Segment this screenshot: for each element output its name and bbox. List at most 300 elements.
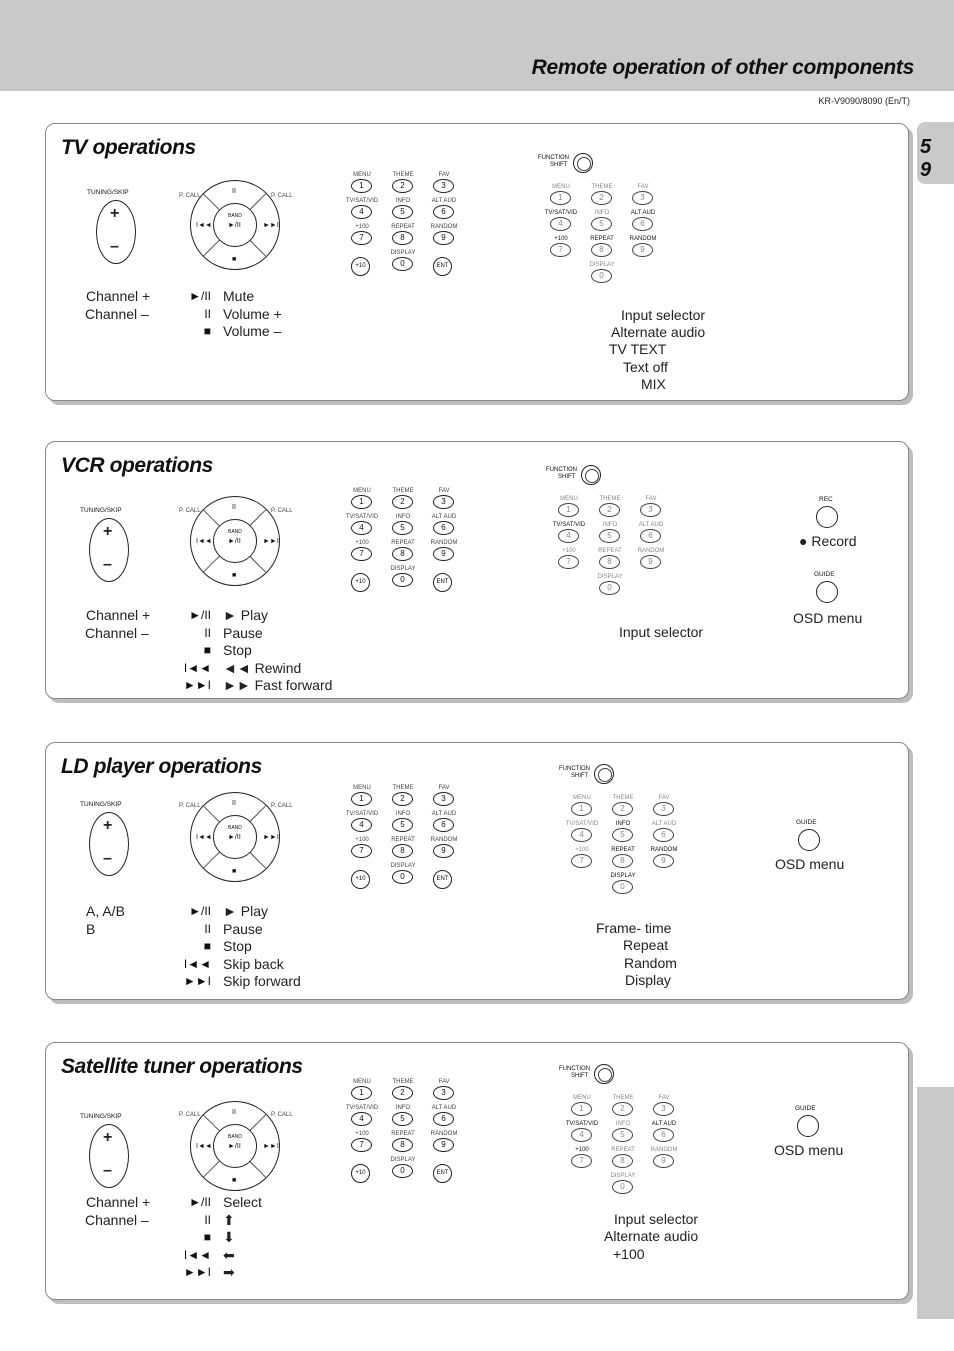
button-function-label: Select — [223, 1194, 262, 1210]
key-k2: 2 — [599, 503, 620, 517]
key-caption-alt_aud: ALT AUD — [431, 811, 457, 817]
key-k4: 4 — [558, 529, 579, 543]
key-caption-menu: MENU — [353, 785, 371, 791]
key-caption-tv_sat_vid: TV/SAT/VID — [345, 514, 379, 520]
key-k0: 0 — [392, 870, 413, 884]
key-k7: 7 — [351, 547, 372, 561]
button-symbol: ■ — [203, 939, 211, 953]
key-caption-info: INFO — [615, 1121, 631, 1127]
tuning-skip-label: TUNING/SKIP — [80, 1113, 122, 1120]
button-symbol: ►/II — [189, 904, 211, 918]
function-shift-button — [573, 153, 593, 173]
key-caption-tv_sat_vid: TV/SAT/VID — [345, 198, 379, 204]
key-caption-plus100: +100 — [554, 236, 568, 242]
stop-icon: ■ — [232, 572, 237, 579]
key-caption-repeat: REPEAT — [391, 540, 415, 546]
key-k6: 6 — [632, 217, 653, 231]
button-symbol: ►/II — [189, 608, 211, 622]
key-caption-fav: FAV — [645, 496, 657, 502]
key-k9: 9 — [653, 1154, 674, 1168]
button-symbol: II — [204, 921, 211, 936]
key-k8: 8 — [392, 231, 413, 245]
button-function-label: Skip back — [223, 955, 284, 972]
forward-icon: ►►I — [263, 834, 279, 841]
button-symbol: ►►I — [183, 678, 211, 692]
key-caption-fav: FAV — [658, 795, 670, 801]
shift-function-label: +100 — [613, 1246, 645, 1262]
plus-icon: + — [103, 1129, 113, 1146]
tuning-skip-label: TUNING/SKIP — [80, 801, 122, 808]
key-caption-theme: THEME — [591, 184, 613, 190]
key-k2: 2 — [612, 1102, 633, 1116]
key-caption-alt_aud: ALT AUD — [431, 1105, 457, 1111]
key-k2: 2 — [392, 1086, 413, 1100]
rec-label: REC — [819, 496, 833, 503]
section-tv-operations — [45, 123, 909, 401]
key-k5: 5 — [392, 205, 413, 219]
rec-button — [816, 506, 838, 528]
p-call-right-label: P. CALL — [271, 508, 293, 514]
shift-function-label: Repeat — [623, 937, 669, 953]
tuning-function-label: Channel – — [85, 305, 149, 322]
section-title: TV operations — [61, 136, 196, 159]
button-function-label: ►► Fast forward — [223, 677, 333, 693]
plus-icon: + — [103, 523, 113, 540]
key-caption-repeat: REPEAT — [590, 236, 614, 242]
key-caption-display: DISPLAY — [390, 566, 416, 572]
p-call-left-label: P. CALL — [179, 1112, 201, 1118]
key-k9: 9 — [433, 844, 454, 858]
forward-icon: ►►I — [263, 538, 279, 545]
key-caption-random: RANDOM — [430, 540, 458, 546]
button-symbol: ►/II — [189, 289, 211, 303]
key-k4: 4 — [351, 818, 372, 832]
transport-control — [190, 496, 280, 586]
key-caption-random: RANDOM — [650, 1147, 678, 1153]
key-k9: 9 — [653, 854, 674, 868]
key-k1: 1 — [571, 802, 592, 816]
button-function-label: ◄◄ Rewind — [223, 659, 302, 676]
key-ent: ENT — [433, 257, 452, 276]
key-k0: 0 — [392, 573, 413, 587]
key-caption-plus100: +100 — [562, 548, 576, 554]
guide-button — [797, 1115, 819, 1137]
key-caption-info: INFO — [395, 514, 411, 520]
shift-function-label: MIX — [641, 376, 666, 392]
transport-control — [190, 180, 280, 270]
key-caption-alt_aud: ALT AUD — [630, 210, 656, 216]
shift-function-label: TV TEXT — [609, 341, 667, 357]
key-caption-display: DISPLAY — [589, 262, 615, 268]
key-caption-theme: THEME — [392, 785, 414, 791]
key-k7: 7 — [571, 854, 592, 868]
key-k3: 3 — [433, 495, 454, 509]
button-function-label: Pause — [223, 624, 263, 641]
pause-icon: II — [232, 800, 236, 807]
function-shift-label-2: SHIFT — [558, 474, 576, 480]
button-function-label: ► Play — [223, 607, 268, 623]
function-shift-label: FUNCTION — [546, 467, 577, 473]
button-symbol: II — [204, 306, 211, 321]
button-symbol: I◄◄ — [183, 956, 211, 971]
key-caption-random: RANDOM — [650, 847, 678, 853]
p-call-left-label: P. CALL — [179, 508, 201, 514]
key-k2: 2 — [591, 191, 612, 205]
key-k1: 1 — [351, 179, 372, 193]
key-k0: 0 — [612, 880, 633, 894]
tuning-function-label: Channel – — [85, 624, 149, 641]
tuning-function-label: Channel – — [85, 1211, 149, 1228]
function-shift-button — [594, 764, 614, 784]
tuning-function-label: Channel + — [86, 288, 151, 304]
key-k1: 1 — [571, 1102, 592, 1116]
tuning-skip-rocker — [96, 200, 136, 264]
key-caption-random: RANDOM — [629, 236, 657, 242]
key-caption-plus100: +100 — [355, 837, 369, 843]
key-k4: 4 — [351, 1112, 372, 1126]
button-symbol: II — [204, 1212, 211, 1227]
key-k8: 8 — [392, 1138, 413, 1152]
function-shift-label: FUNCTION — [538, 155, 569, 161]
play-pause-icon: ►/II — [228, 538, 241, 545]
key-caption-menu: MENU — [573, 795, 591, 801]
key-k8: 8 — [612, 1154, 633, 1168]
key-k2: 2 — [392, 792, 413, 806]
stop-icon: ■ — [232, 256, 237, 263]
button-symbol: ■ — [203, 1230, 211, 1244]
button-symbol: ►►I — [183, 974, 211, 988]
key-k8: 8 — [392, 844, 413, 858]
key-caption-theme: THEME — [392, 1079, 414, 1085]
key-k8: 8 — [591, 243, 612, 257]
key-k2: 2 — [612, 802, 633, 816]
section-ld-player-operations — [45, 742, 909, 1000]
function-shift-label-2: SHIFT — [571, 773, 589, 779]
function-shift-button — [594, 1064, 614, 1084]
section-title: LD player operations — [61, 755, 262, 778]
key-caption-random: RANDOM — [637, 548, 665, 554]
key-k3: 3 — [653, 1102, 674, 1116]
key-caption-repeat: REPEAT — [598, 548, 622, 554]
key-caption-repeat: REPEAT — [611, 1147, 635, 1153]
key-caption-theme: THEME — [599, 496, 621, 502]
key-caption-tv_sat_vid: TV/SAT/VID — [552, 522, 586, 528]
shift-function-label: Display — [625, 972, 671, 988]
key-k5: 5 — [612, 828, 633, 842]
key-k5: 5 — [599, 529, 620, 543]
key-caption-repeat: REPEAT — [391, 224, 415, 230]
button-symbol: II — [204, 625, 211, 640]
key-k6: 6 — [640, 529, 661, 543]
key-k4: 4 — [550, 217, 571, 231]
key-caption-repeat: REPEAT — [391, 1131, 415, 1137]
key-k4: 4 — [571, 1128, 592, 1142]
tuning-function-label: Channel + — [86, 1194, 151, 1210]
button-function-label: Stop — [223, 938, 252, 954]
play-pause-icon: ►/II — [228, 222, 241, 229]
key-caption-theme: THEME — [392, 172, 414, 178]
key-caption-tv_sat_vid: TV/SAT/VID — [565, 1121, 599, 1127]
key-caption-tv_sat_vid: TV/SAT/VID — [345, 1105, 379, 1111]
key-caption-fav: FAV — [658, 1095, 670, 1101]
key-k9: 9 — [433, 231, 454, 245]
key-k0: 0 — [392, 257, 413, 271]
button-symbol: ►►I — [183, 1265, 211, 1279]
key-caption-fav: FAV — [438, 1079, 450, 1085]
key-k3: 3 — [433, 1086, 454, 1100]
tuning-skip-rocker — [89, 1124, 129, 1188]
key-caption-display: DISPLAY — [390, 863, 416, 869]
rewind-icon: I◄◄ — [196, 834, 212, 841]
key-caption-alt_aud: ALT AUD — [431, 198, 457, 204]
minus-icon: – — [103, 556, 112, 573]
band-label: BAND — [228, 529, 242, 535]
key-caption-info: INFO — [602, 522, 618, 528]
p-call-left-label: P. CALL — [179, 193, 201, 199]
key-caption-info: INFO — [594, 210, 610, 216]
key-k8: 8 — [392, 547, 413, 561]
key-k0: 0 — [599, 581, 620, 595]
button-function-label: Volume – — [223, 323, 282, 339]
button-symbol: ■ — [203, 324, 211, 338]
play-pause-icon: ►/II — [228, 834, 241, 841]
key-caption-display: DISPLAY — [390, 250, 416, 256]
key-caption-random: RANDOM — [430, 837, 458, 843]
button-function-label: ► Play — [223, 903, 268, 919]
key-k3: 3 — [433, 792, 454, 806]
forward-icon: ►►I — [263, 1143, 279, 1150]
record-label: ● Record — [799, 533, 857, 549]
key-k9: 9 — [433, 547, 454, 561]
function-shift-label-2: SHIFT — [550, 162, 568, 168]
key-caption-alt_aud: ALT AUD — [651, 1121, 677, 1127]
key-k5: 5 — [392, 1112, 413, 1126]
function-shift-label: FUNCTION — [559, 766, 590, 772]
button-function-label: Pause — [223, 920, 263, 937]
key-k3: 3 — [632, 191, 653, 205]
key-caption-theme: THEME — [612, 1095, 634, 1101]
stop-icon: ■ — [232, 1177, 237, 1184]
button-symbol: ■ — [203, 643, 211, 657]
tuning-function-label: B — [86, 920, 96, 937]
key-k5: 5 — [612, 1128, 633, 1142]
key-caption-info: INFO — [395, 198, 411, 204]
osd-menu-label: OSD menu — [774, 1142, 844, 1158]
key-caption-info: INFO — [615, 821, 631, 827]
tuning-function-label: A, A/B — [86, 903, 125, 919]
rewind-icon: I◄◄ — [196, 1143, 212, 1150]
pause-icon: II — [232, 504, 236, 511]
guide-label: GUIDE — [814, 571, 835, 578]
key-caption-menu: MENU — [353, 1079, 371, 1085]
guide-button — [816, 581, 838, 603]
key-caption-theme: THEME — [612, 795, 634, 801]
osd-menu-label: OSD menu — [775, 856, 845, 872]
section-title: VCR operations — [61, 454, 213, 477]
side-tab — [917, 1087, 954, 1319]
shift-function-label: Input selector — [614, 1211, 699, 1227]
section-title: Satellite tuner operations — [61, 1055, 303, 1078]
key-caption-tv_sat_vid: TV/SAT/VID — [345, 811, 379, 817]
key-k8: 8 — [599, 555, 620, 569]
button-function-label: Stop — [223, 642, 252, 658]
function-shift-label: FUNCTION — [559, 1066, 590, 1072]
key-caption-plus100: +100 — [575, 1147, 589, 1153]
key-caption-random: RANDOM — [430, 224, 458, 230]
key-k4: 4 — [351, 205, 372, 219]
pause-icon: II — [232, 188, 236, 195]
osd-menu-label: OSD menu — [793, 610, 863, 626]
transport-control — [190, 1101, 280, 1191]
p-call-left-label: P. CALL — [179, 803, 201, 809]
key-k6: 6 — [653, 828, 674, 842]
button-function-label: ⬇ — [223, 1229, 235, 1245]
key-k1: 1 — [351, 792, 372, 806]
key-caption-fav: FAV — [637, 184, 649, 190]
key-k6: 6 — [433, 818, 454, 832]
key-k6: 6 — [433, 205, 454, 219]
band-label: BAND — [228, 1134, 242, 1140]
key-k8: 8 — [612, 854, 633, 868]
key-k7: 7 — [550, 243, 571, 257]
key-k6: 6 — [653, 1128, 674, 1142]
key-caption-alt_aud: ALT AUD — [431, 514, 457, 520]
page-number: 5 9 — [920, 136, 935, 181]
p-call-right-label: P. CALL — [271, 193, 293, 199]
key-caption-menu: MENU — [353, 172, 371, 178]
key-caption-alt_aud: ALT AUD — [651, 821, 677, 827]
band-label: BAND — [228, 213, 242, 219]
key-caption-repeat: REPEAT — [391, 837, 415, 843]
rewind-icon: I◄◄ — [196, 222, 212, 229]
tuning-skip-rocker — [89, 518, 129, 582]
section-satellite-tuner-operations — [45, 1042, 909, 1300]
key-plus10: +10 — [351, 573, 370, 592]
key-plus10: +10 — [351, 257, 370, 276]
minus-icon: – — [103, 1162, 112, 1179]
model-code: KR-V9090/8090 (En/T) — [818, 96, 910, 106]
key-plus10: +10 — [351, 870, 370, 889]
key-k1: 1 — [550, 191, 571, 205]
shift-function-label: Random — [624, 955, 677, 971]
key-caption-tv_sat_vid: TV/SAT/VID — [565, 821, 599, 827]
shift-function-label: Text off — [623, 359, 668, 375]
button-function-label: Mute — [223, 288, 255, 304]
shift-function-label: Alternate audio — [604, 1228, 699, 1244]
minus-icon: – — [110, 238, 119, 255]
key-k5: 5 — [392, 521, 413, 535]
key-k7: 7 — [571, 1154, 592, 1168]
minus-icon: – — [103, 850, 112, 867]
key-caption-menu: MENU — [552, 184, 570, 190]
key-ent: ENT — [433, 1164, 452, 1183]
tuning-skip-rocker — [89, 812, 129, 876]
key-caption-plus100: +100 — [355, 540, 369, 546]
key-caption-tv_sat_vid: TV/SAT/VID — [544, 210, 578, 216]
key-k5: 5 — [591, 217, 612, 231]
key-k4: 4 — [571, 828, 592, 842]
key-k1: 1 — [351, 1086, 372, 1100]
tuning-skip-label: TUNING/SKIP — [80, 507, 122, 514]
button-function-label: ➡ — [223, 1264, 235, 1280]
key-plus10: +10 — [351, 1164, 370, 1183]
shift-function-label: Input selector — [619, 624, 704, 640]
key-k7: 7 — [351, 1138, 372, 1152]
guide-label: GUIDE — [796, 819, 817, 826]
transport-control — [190, 792, 280, 882]
key-k0: 0 — [591, 269, 612, 283]
tuning-function-label: Channel + — [86, 607, 151, 623]
key-k2: 2 — [392, 179, 413, 193]
button-function-label: Volume + — [223, 305, 282, 322]
key-caption-display: DISPLAY — [597, 574, 623, 580]
section-vcr-operations — [45, 441, 909, 699]
play-pause-icon: ►/II — [228, 1143, 241, 1150]
shift-function-label: Input selector — [621, 307, 706, 323]
button-function-label: ⬅ — [223, 1246, 235, 1263]
key-caption-info: INFO — [395, 811, 411, 817]
button-symbol: I◄◄ — [183, 1247, 211, 1262]
key-caption-info: INFO — [395, 1105, 411, 1111]
key-k0: 0 — [612, 1180, 633, 1194]
button-symbol: I◄◄ — [183, 660, 211, 675]
key-caption-display: DISPLAY — [610, 873, 636, 879]
key-k3: 3 — [433, 179, 454, 193]
band-label: BAND — [228, 825, 242, 831]
forward-icon: ►►I — [263, 222, 279, 229]
key-caption-fav: FAV — [438, 785, 450, 791]
key-k7: 7 — [558, 555, 579, 569]
key-caption-plus100: +100 — [355, 1131, 369, 1137]
key-caption-plus100: +100 — [575, 847, 589, 853]
rewind-icon: I◄◄ — [196, 538, 212, 545]
key-caption-plus100: +100 — [355, 224, 369, 230]
key-caption-menu: MENU — [573, 1095, 591, 1101]
key-k9: 9 — [433, 1138, 454, 1152]
key-k4: 4 — [351, 521, 372, 535]
pause-icon: II — [232, 1109, 236, 1116]
key-k1: 1 — [351, 495, 372, 509]
stop-icon: ■ — [232, 868, 237, 875]
tuning-skip-label: TUNING/SKIP — [87, 189, 129, 196]
guide-label: GUIDE — [795, 1105, 816, 1112]
button-function-label: Skip forward — [223, 973, 301, 989]
key-k3: 3 — [640, 503, 661, 517]
key-k3: 3 — [653, 802, 674, 816]
key-ent: ENT — [433, 870, 452, 889]
key-caption-random: RANDOM — [430, 1131, 458, 1137]
plus-icon: + — [103, 817, 113, 834]
plus-icon: + — [110, 205, 120, 222]
page-title: Remote operation of other components — [531, 56, 914, 79]
key-caption-display: DISPLAY — [610, 1173, 636, 1179]
key-caption-repeat: REPEAT — [611, 847, 635, 853]
key-k0: 0 — [392, 1164, 413, 1178]
key-caption-menu: MENU — [560, 496, 578, 502]
key-ent: ENT — [433, 573, 452, 592]
key-k7: 7 — [351, 231, 372, 245]
function-shift-button — [581, 465, 601, 485]
key-k6: 6 — [433, 521, 454, 535]
key-k9: 9 — [632, 243, 653, 257]
p-call-right-label: P. CALL — [271, 803, 293, 809]
function-shift-label-2: SHIFT — [571, 1073, 589, 1079]
key-k7: 7 — [351, 844, 372, 858]
key-caption-fav: FAV — [438, 172, 450, 178]
key-k9: 9 — [640, 555, 661, 569]
key-caption-fav: FAV — [438, 488, 450, 494]
key-caption-alt_aud: ALT AUD — [638, 522, 664, 528]
